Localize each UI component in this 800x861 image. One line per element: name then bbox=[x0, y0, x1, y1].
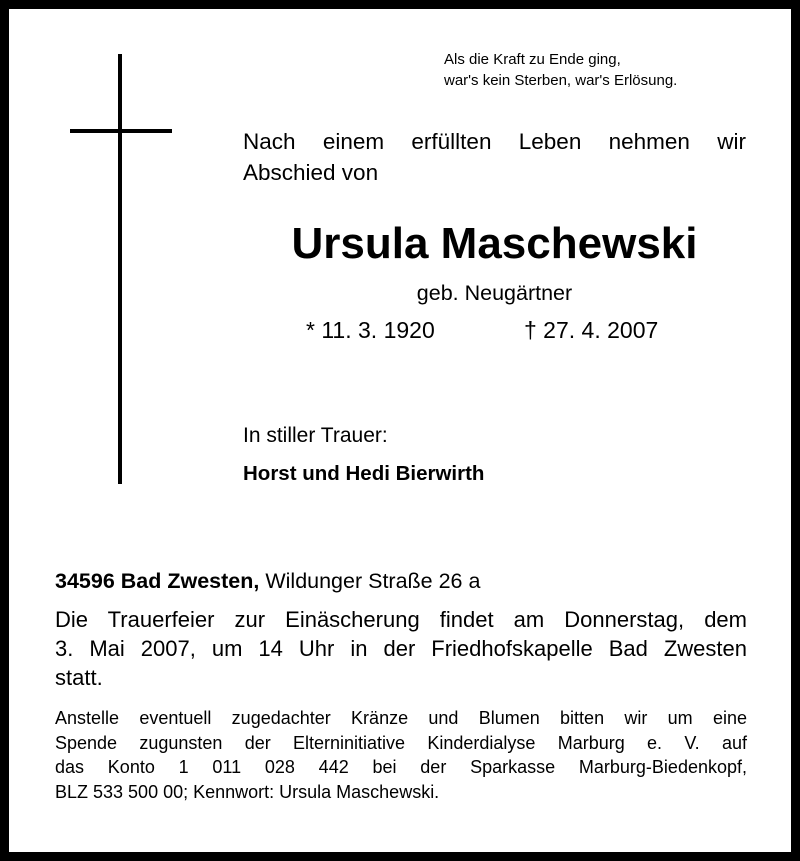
donation-line-1: Anstelle eventuell zugedachter Kränze und Blumen bitten wir um eine bbox=[55, 708, 747, 728]
donation-line-4: BLZ 533 500 00; Kennwort: Ursula Maschewski. bbox=[55, 781, 440, 802]
mourner-names: Horst und Hedi Bierwirth bbox=[243, 462, 485, 485]
cross-vertical-bar bbox=[118, 54, 122, 484]
donation-line-3: das Konto 1 011 028 442 bei der Sparkasse Marburg-Biedenkopf, bbox=[55, 757, 747, 777]
donation-text bbox=[55, 706, 747, 804]
cross-horizontal-bar bbox=[70, 129, 172, 133]
mourning-label: In stiller Trauer: bbox=[243, 424, 388, 447]
service-line-2: 3. Mai 2007, um 14 Uhr in der Friedhofskapelle Bad Zwesten bbox=[55, 636, 747, 661]
service-line-3: statt. bbox=[55, 665, 103, 690]
donation-line-2: Spende zugunsten der Elterninitiative Kinderdialyse Marburg e. V. auf bbox=[55, 732, 747, 753]
address bbox=[55, 566, 480, 596]
death-date: † 27. 4. 2007 bbox=[524, 317, 659, 343]
deceased-name: Ursula Maschewski bbox=[291, 219, 698, 268]
service-line-1: Die Trauerfeier zur Einäscherung findet am Donnerstag, dem bbox=[55, 607, 747, 632]
intro-line-2: Abschied von bbox=[243, 160, 379, 185]
motto-line-2: war's kein Sterben, war's Erlösung. bbox=[444, 72, 678, 89]
address-city: 34596 Bad Zwesten, bbox=[55, 569, 260, 593]
birth-date: * 11. 3. 1920 bbox=[306, 317, 435, 343]
address-street: Wildunger Straße 26 a bbox=[265, 569, 481, 593]
funeral-service-text bbox=[55, 605, 747, 692]
motto bbox=[444, 49, 677, 91]
intro-text bbox=[243, 126, 746, 188]
motto-line-1: Als die Kraft zu Ende ging, bbox=[444, 51, 621, 68]
maiden-name: geb. Neugärtner bbox=[416, 281, 573, 305]
intro-line-1: Nach einem erfüllten Leben nehmen wir bbox=[243, 129, 746, 154]
